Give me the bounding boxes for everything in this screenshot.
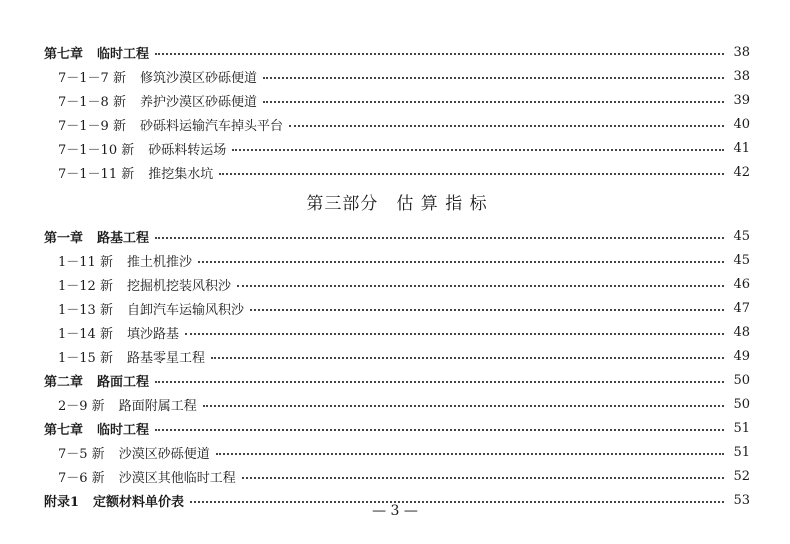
dot-leader — [237, 285, 724, 287]
toc-entry-page: 53 — [733, 492, 750, 508]
toc-entry-title: 砂砾料运输汽车掉头平台 — [139, 118, 283, 134]
toc-sub-entry[interactable] — [44, 136, 750, 160]
toc-entry-title: 砂砾料转运场 — [148, 142, 227, 158]
toc-entry-page: 41 — [733, 140, 750, 156]
toc-entry-number: 2－9 新 — [58, 398, 105, 414]
toc-entry-title: 临时工程 — [97, 46, 150, 62]
toc-entry-number: 附录1 — [44, 494, 80, 510]
toc-entry-number: 1－14 新 — [58, 326, 113, 342]
toc-chapter-entry[interactable] — [44, 224, 750, 248]
toc-entry-title: 自卸汽车运输风积沙 — [126, 302, 244, 318]
toc-sub-entry[interactable] — [44, 112, 750, 136]
toc-sub-entry[interactable] — [44, 64, 750, 88]
dot-leader — [198, 261, 724, 263]
toc-entry-page: 49 — [733, 348, 750, 364]
toc-sub-entry[interactable] — [44, 296, 750, 320]
toc-entry-title: 推土机推沙 — [126, 254, 192, 270]
dot-leader — [216, 453, 724, 455]
dot-leader — [263, 101, 724, 103]
toc-entry-page: 45 — [733, 228, 750, 244]
dot-leader — [289, 125, 724, 127]
section-heading: 第三部分 估 算 指 标 — [306, 194, 488, 214]
toc-entry-page: 46 — [733, 276, 750, 292]
toc-entry-page: 52 — [733, 468, 750, 484]
toc-entry-title: 养护沙漠区砂砾便道 — [139, 94, 257, 110]
toc-entry-title: 沙漠区砂砾便道 — [118, 446, 210, 462]
table-of-contents — [44, 40, 750, 512]
dot-leader — [232, 149, 724, 151]
toc-entry-page: 38 — [733, 68, 750, 84]
toc-sub-entry[interactable] — [44, 88, 750, 112]
toc-entry-number: 7－1－8 新 — [58, 94, 126, 110]
toc-entry-number: 7－1－7 新 — [58, 70, 126, 86]
toc-entry-title: 沙漠区其他临时工程 — [118, 470, 236, 486]
dot-leader — [155, 237, 724, 239]
toc-entry-page: 50 — [733, 396, 750, 412]
toc-entry-number: 1－15 新 — [58, 350, 113, 366]
toc-entry-number: 第七章 — [44, 46, 84, 62]
toc-entry-title: 推挖集水坑 — [148, 166, 214, 182]
toc-entry-page: 47 — [733, 300, 750, 316]
toc-sub-entry[interactable] — [44, 392, 750, 416]
toc-entry-page: 39 — [733, 92, 750, 108]
toc-entry-number: 7－5 新 — [58, 446, 105, 462]
toc-entry-number: 7－1－10 新 — [58, 142, 135, 158]
toc-entry-page: 48 — [733, 324, 750, 340]
toc-sub-entry[interactable] — [44, 344, 750, 368]
toc-chapter-entry[interactable] — [44, 368, 750, 392]
toc-part-1 — [44, 40, 750, 184]
toc-entry-title: 定额材料单价表 — [93, 494, 185, 510]
dot-leader — [242, 477, 724, 479]
dot-leader — [155, 429, 724, 431]
toc-entry-number: 1－13 新 — [58, 302, 113, 318]
dot-leader — [155, 53, 724, 55]
toc-entry-page: 51 — [733, 444, 750, 460]
toc-entry-number: 第一章 — [44, 230, 84, 246]
toc-entry-page: 51 — [733, 420, 750, 436]
toc-entry-title: 路面附属工程 — [118, 398, 197, 414]
dot-leader — [250, 309, 724, 311]
toc-sub-entry[interactable] — [44, 320, 750, 344]
toc-entry-page: 42 — [733, 164, 750, 180]
dot-leader — [155, 381, 724, 383]
toc-entry-title: 填沙路基 — [126, 326, 179, 342]
dot-leader — [185, 333, 724, 335]
toc-entry-number: 第二章 — [44, 374, 84, 390]
toc-entry-number: 1－12 新 — [58, 278, 113, 294]
toc-entry-number: 7－1－11 新 — [58, 166, 135, 182]
toc-entry-page: 50 — [733, 372, 750, 388]
toc-sub-entry[interactable] — [44, 440, 750, 464]
toc-entry-title: 路面工程 — [97, 374, 150, 390]
toc-part-2 — [44, 224, 750, 512]
toc-sub-entry[interactable] — [44, 464, 750, 488]
toc-chapter-entry[interactable] — [44, 416, 750, 440]
toc-sub-entry[interactable] — [44, 272, 750, 296]
toc-sub-entry[interactable] — [44, 248, 750, 272]
toc-entry-page: 45 — [733, 252, 750, 268]
toc-entry-title: 路基零星工程 — [126, 350, 205, 366]
toc-entry-number: 7－1－9 新 — [58, 118, 126, 134]
toc-entry-page: 38 — [733, 44, 750, 60]
toc-entry-title: 路基工程 — [97, 230, 150, 246]
toc-entry-number: 7－6 新 — [58, 470, 105, 486]
toc-entry-number: 第七章 — [44, 422, 84, 438]
toc-chapter-entry[interactable] — [44, 40, 750, 64]
toc-entry-title: 修筑沙漠区砂砾便道 — [139, 70, 257, 86]
toc-entry-number: 1－11 新 — [58, 254, 113, 270]
dot-leader — [203, 405, 724, 407]
toc-sub-entry[interactable] — [44, 160, 750, 184]
toc-entry-page: 40 — [733, 116, 750, 132]
dot-leader — [211, 357, 724, 359]
dot-leader — [263, 77, 724, 79]
toc-entry-title: 临时工程 — [97, 422, 150, 438]
dot-leader — [219, 173, 724, 175]
page-number-footer: — 3 — — [372, 503, 418, 519]
toc-entry-title: 挖掘机挖装风积沙 — [126, 278, 231, 294]
